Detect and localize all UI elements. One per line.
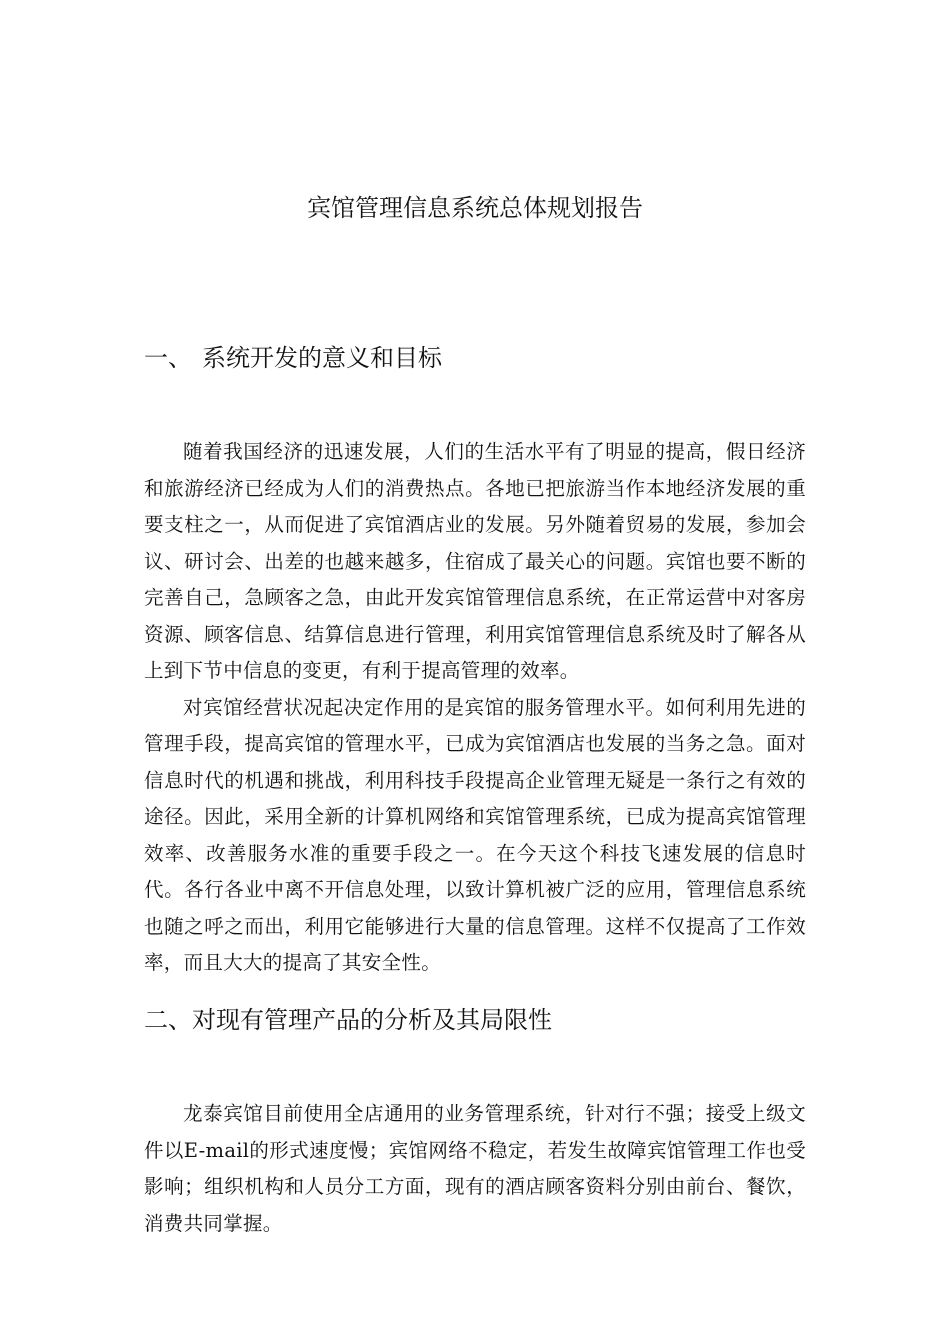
section-1-paragraph-1: 随着我国经济的迅速发展，人们的生活水平有了明显的提高，假日经济和旅游经济已经成为人们的消费热点。各地已把旅游当作本地经济发展的重要支柱之一，从而促进了宾馆酒店业的发展。另外随着贸易的发展，参加会议、研讨会、出差的也越来越多，住宿成了最关心的问题。宾馆也要不断的完善自己，急顾客之急，由此开发宾馆管理信息系统，在正常运营中对客房资源、顾客信息、结算信息进行管理，利用宾馆管理信息系统及时了解各从上到下节中信息的变更，有利于提高管理的效率。	[144, 440, 806, 682]
document-title: 宾馆管理信息系统总体规划报告	[307, 194, 643, 222]
section-1-title: 系统开发的意义和目标	[202, 344, 442, 372]
section-2-title: 对现有管理产品的分析及其局限性	[192, 1006, 552, 1034]
section-2-body	[144, 1096, 806, 1242]
section-2-number: 二、	[144, 1006, 192, 1034]
section-2-heading	[144, 1002, 806, 1038]
section-1-number: 一、	[144, 344, 192, 372]
section-2-paragraph-1: 龙泰宾馆目前使用全店通用的业务管理系统，针对行不强；接受上级文件以E-mail的形式速度慢；宾馆网络不稳定，若发生故障宾馆管理工作也受影响；组织机构和人员分工方面，现有的酒店顾客资料分别由前台、餐饮，消费共同掌握。	[144, 1102, 806, 1235]
section-1-body	[144, 434, 806, 982]
section-1-heading	[144, 340, 806, 376]
section-1-paragraph-2: 对宾馆经营状况起决定作用的是宾馆的服务管理水平。如何利用先进的管理手段，提高宾馆的管理水平，已成为宾馆酒店也发展的当务之急。面对信息时代的机遇和挑战，利用科技手段提高企业管理无疑是一条行之有效的途径。因此，采用全新的计算机网络和宾馆管理系统，已成为提高宾馆管理效率、改善服务水准的重要手段之一。在今天这个科技飞速发展的信息时代。各行各业中离不开信息处理，以致计算机被广泛的应用，管理信息系统也随之呼之而出，利用它能够进行大量的信息管理。这样不仅提高了工作效率，而且大大的提高了其安全性。	[144, 695, 806, 974]
